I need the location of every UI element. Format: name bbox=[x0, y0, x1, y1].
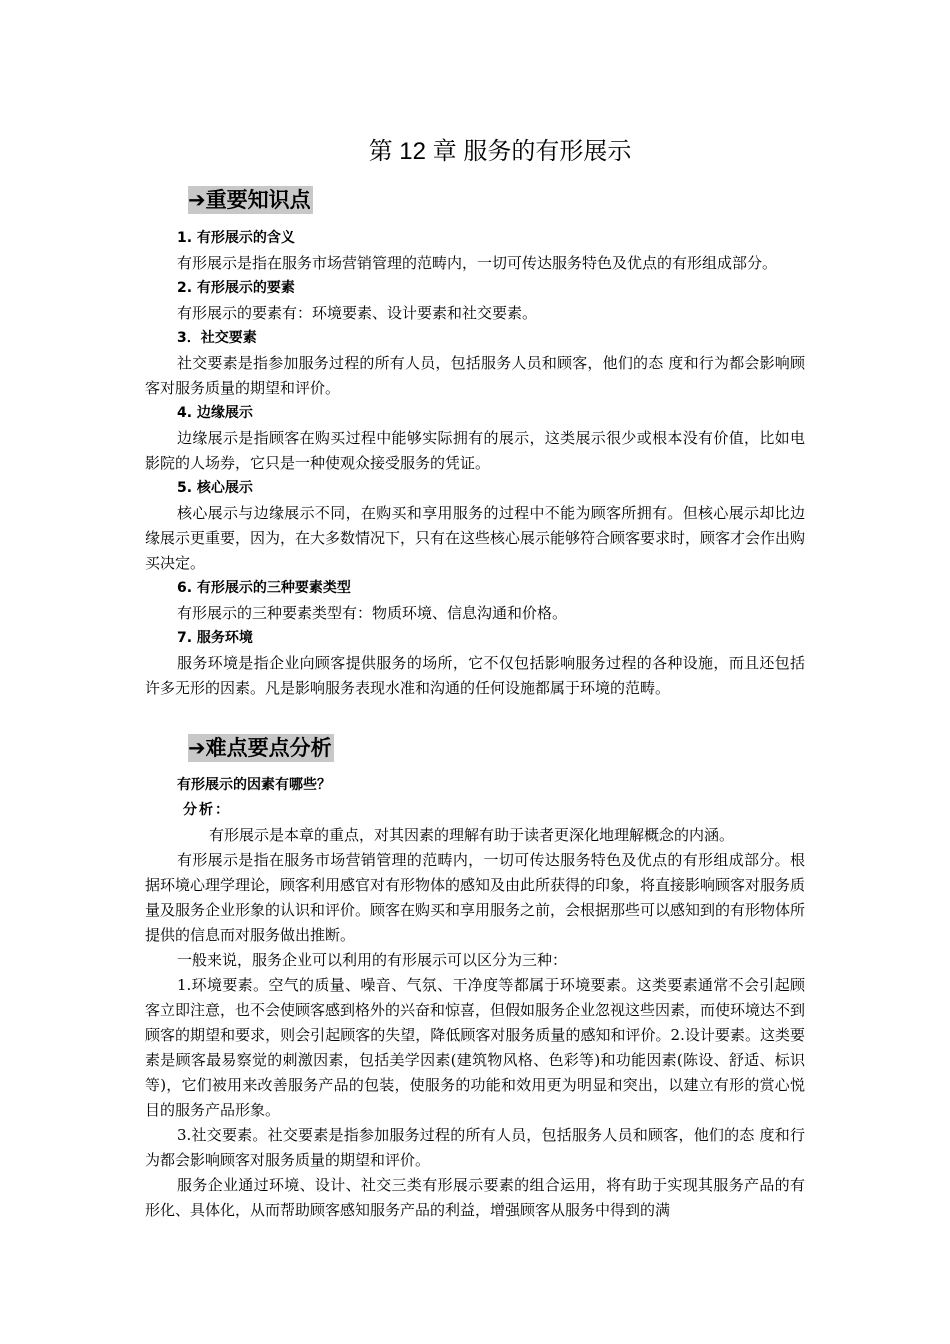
chapter-title: 第 12 章 服务的有形展示 bbox=[368, 138, 632, 165]
paragraph: 服务企业通过环境、设计、社交三类有形展示要素的组合运用，将有助于实现其服务产品的有形化、具体化，从而帮助顾客感知服务产品的利益，增强顾客从服务中得到的满 bbox=[145, 1176, 805, 1219]
subhead: 4. 边缘展示 bbox=[177, 405, 253, 421]
subhead: 7. 服务环境 bbox=[177, 630, 253, 646]
paragraph: 有形展示是指在服务市场营销管理的范畴内，一切可传达服务特色及优点的有形组成部分。根据环境心理学理论，顾客利用感官对有形物体的感知及由此所获得的印象，将直接影响顾客对服务质量及服务企业形象的认识和评价。顾客在购买和享用服务之前，会根据那些可以感知到的有形物体所提供的信息而对服务做出推断。 bbox=[145, 851, 806, 944]
paragraph: 核心展示与边缘展示不同，在购买和享用服务的过程中不能为顾客所拥有。但核心展示却比边缘展示更重要，因为，在大多数情况下，只有在这些核心展示能够符合顾客要求时，顾客才会作出购买决定。 bbox=[145, 504, 806, 572]
arrow-right-icon: ➔ bbox=[188, 188, 206, 212]
paragraph: 3.社交要素。社交要素是指参加服务过程的所有人员，包括服务人员和顾客，他们的态 度和行为都会影响顾客对服务质量的期望和评价。 bbox=[145, 1126, 805, 1169]
analysis-label: 分析： bbox=[183, 802, 231, 818]
paragraph: 1.环境要素。空气的质量、噪音、气氛、干净度等都属于环境要素。这类要素通常不会引起顾客立即注意，也不会使顾客感到格外的兴奋和惊喜，但假如服务企业忽视这些因素，而使环境达不到顾客的期望和要求，则会引起顾客的失望，降低顾客对服务质量的感知和评价。2.设计要素。这类要素是顾客最易察觉的刺激因素，包括美学因素(建筑物风格、色彩等)和功能因素(陈设、舒适、标识等)，它们被用来改善服务产品的包装，使服务的功能和效用更为明显和突出，以建立有形的赏心悦目的服务产品形象。 bbox=[145, 976, 806, 1119]
question: 有形展示的因素有哪些？ bbox=[177, 777, 331, 793]
subhead: 6. 有形展示的三种要素类型 bbox=[177, 580, 351, 596]
paragraph: 有形展示是指在服务市场营销管理的范畴内，一切可传达服务特色及优点的有形组成部分。 bbox=[177, 254, 778, 272]
paragraph: 有形展示是本章的重点，对其因素的理解有助于读者更深化地理解概念的内涵。 bbox=[209, 826, 735, 844]
arrow-right-icon: ➔ bbox=[188, 736, 206, 760]
subhead: 3．社交要素 bbox=[177, 330, 257, 346]
key-points-block bbox=[145, 226, 805, 701]
paragraph: 服务环境是指企业向顾客提供服务的场所，它不仅包括影响服务过程的各种设施，而且还包括许多无形的因素。凡是影响服务表现水准和沟通的任何设施都属于环境的范畴。 bbox=[145, 654, 805, 697]
paragraph: 一般来说，服务企业可以利用的有形展示可以区分为三种： bbox=[177, 951, 568, 969]
section-heading-text: 重要知识点 bbox=[205, 188, 311, 212]
analysis-block bbox=[145, 773, 805, 1223]
subhead: 5. 核心展示 bbox=[177, 480, 253, 496]
paragraph: 有形展示的要素有：环境要素、设计要素和社交要素。 bbox=[177, 304, 538, 322]
subhead: 2. 有形展示的要素 bbox=[177, 280, 295, 296]
section-heading-key-points bbox=[188, 186, 313, 214]
paragraph: 边缘展示是指顾客在购买过程中能够实际拥有的展示，这类展示很少或根本没有价值，比如电影院的人场券，它只是一种使观众接受服务的凭证。 bbox=[145, 429, 805, 472]
paragraph: 有形展示的三种要素类型有：物质环境、信息沟通和价格。 bbox=[177, 604, 568, 622]
subhead: 1. 有形展示的含义 bbox=[177, 230, 295, 246]
section-heading-text: 难点要点分析 bbox=[205, 736, 332, 760]
paragraph: 社交要素是指参加服务过程的所有人员，包括服务人员和顾客，他们的态 度和行为都会影响顾客对服务质量的期望和评价。 bbox=[145, 354, 805, 397]
section-heading-difficulty-analysis bbox=[188, 734, 334, 762]
